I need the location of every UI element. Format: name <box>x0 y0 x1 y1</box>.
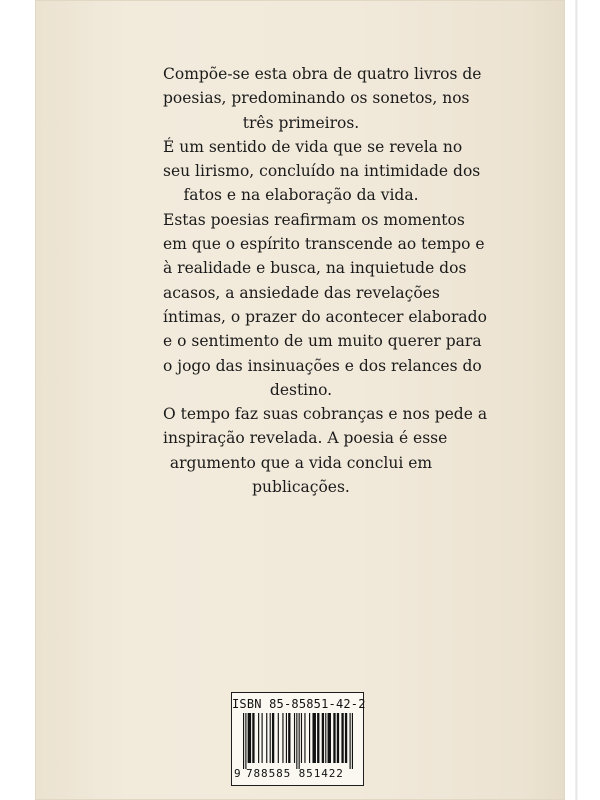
blurb-line: Compõe-se esta obra de quatro livros de <box>163 65 482 83</box>
barcode-guard-bar <box>296 713 297 769</box>
blurb-line: Estas poesias reafirmam os momentos <box>163 210 465 229</box>
blurb-line: destino. <box>269 380 333 399</box>
blurb-line: o jogo das insinuações e dos relances do <box>163 356 482 375</box>
cover-fold-line <box>575 0 578 800</box>
blurb-line: três primeiros. <box>242 113 360 132</box>
barcode-guard-bar <box>352 713 353 769</box>
ean-first-digit: 9 <box>234 767 241 780</box>
isbn-barcode <box>231 692 364 786</box>
blurb-line: poesias, predominando os sonetos, nos <box>163 89 470 108</box>
barcode-bar <box>294 713 295 763</box>
barcode-bar <box>248 713 251 763</box>
barcode-bar <box>270 713 271 763</box>
blurb-line: à realidade e busca, na inquietude dos <box>163 259 467 278</box>
barcode-bar <box>337 713 339 763</box>
blurb-line: em que o espírito transcende ao tempo e <box>163 235 485 254</box>
barcode-bar <box>341 713 343 763</box>
barcode-bar <box>309 713 310 763</box>
barcode-bar <box>328 713 331 763</box>
barcode-bar <box>333 713 335 763</box>
blurb-line: seu lirismo, concluído na intimidade dos <box>163 162 481 181</box>
barcode-bar <box>278 713 279 763</box>
barcode-guard-bar <box>299 713 300 769</box>
barcode-bar <box>301 713 302 763</box>
barcode-bar <box>262 713 263 763</box>
blurb-line: O tempo faz suas cobranças e nos pede a <box>163 405 488 424</box>
barcode-guard-bar <box>245 713 246 769</box>
barcode-bar <box>322 713 324 763</box>
blurb-line: e o sentimento de um muito querer para <box>163 332 482 351</box>
blurb-line: íntimas, o prazer do acontecer elaborado <box>163 307 487 326</box>
blurb-line: fatos e na elaboração da vida. <box>183 186 419 205</box>
barcode-bars <box>243 713 353 769</box>
isbn-label: ISBN 85-85851-42-2 <box>232 697 366 711</box>
barcode-guard-bar <box>350 713 351 769</box>
barcode-bar <box>304 713 305 763</box>
barcode-guard-bar <box>243 713 244 769</box>
barcode-bar <box>266 713 267 763</box>
cover-blurb <box>163 62 488 499</box>
barcode-bar <box>317 713 319 763</box>
barcode-bar <box>345 713 347 763</box>
blurb-line: acasos, a ansiedade das revelações <box>163 283 440 302</box>
barcode-bar <box>325 713 326 763</box>
ean-digits: 788585 851422 <box>246 767 344 780</box>
barcode-bar <box>282 713 283 763</box>
blurb-line: publicações. <box>252 478 350 497</box>
barcode-bar <box>272 713 274 763</box>
blurb-line: argumento que a vida conclui em <box>169 453 433 472</box>
barcode-bar <box>312 713 315 763</box>
blurb-line: inspiração revelada. A poesia é esse <box>163 429 448 448</box>
blurb-line: É um sentido de vida que se revela no <box>163 137 463 156</box>
barcode-bar <box>288 713 290 763</box>
barcode-bar <box>286 713 287 763</box>
barcode-bar <box>252 713 254 763</box>
barcode-bar <box>258 713 259 763</box>
